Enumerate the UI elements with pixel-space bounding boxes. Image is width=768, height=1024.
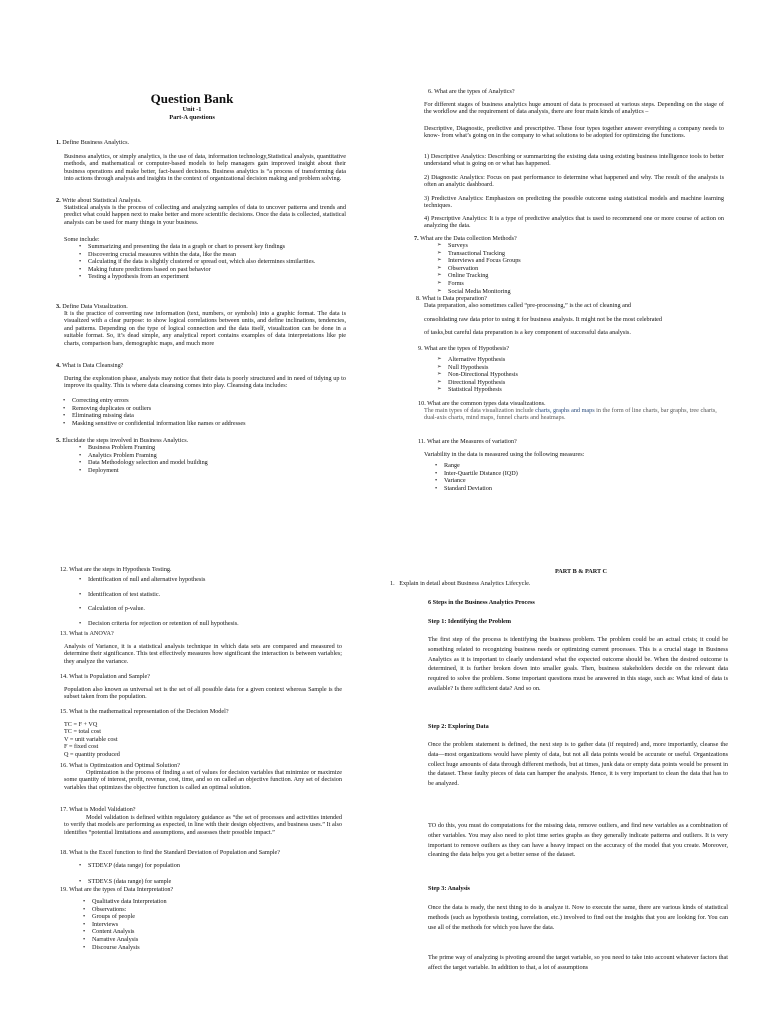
q11-answer: Variability in the data is measured using the following measures: — [424, 451, 585, 458]
list-item: ➢ Interviews and Focus Groups — [436, 257, 676, 265]
q11-list — [432, 462, 672, 492]
list-item: ➢ Observation — [436, 265, 676, 273]
q4-list — [60, 397, 342, 427]
q10-answer — [424, 407, 724, 422]
question-1 — [56, 139, 346, 146]
q11-text: 11. What are the Measures of variation? — [418, 438, 517, 445]
question-4 — [56, 362, 346, 369]
list-item: ➢ Alternative Hypothesis — [436, 356, 676, 364]
page-title: Question Bank — [150, 91, 234, 106]
q5-text: Elucidate the steps involved in Business Analytics. — [62, 437, 189, 444]
step-1-heading: Step 1: Identifying the Problem — [428, 618, 512, 625]
q17-text: 17. What is Model Validation? — [60, 806, 136, 813]
list-item: ➢ Directional Hypothesis — [436, 379, 676, 387]
list-item: • Identification of test statistic. — [76, 591, 346, 599]
q9-text: 9. What are the types of Hypothesis? — [418, 345, 510, 352]
question-bank-title — [0, 91, 384, 122]
step-2-text: Once the problem statement is defined, the next step is to gather data (if required) and, more importantly, cleanse the data—most organizations would have plenty of data, but not all data points would be accurate or useful. Organizations collect huge amounts of data through different methods, but at times, junk data or empty data points would be present in the dataset. These faulty pieces of data can hamper the analysis. Hence, it is very important to clean the data that has to be analyzed. — [428, 741, 728, 788]
list-item: • STDEV.P (data range) for population — [76, 862, 346, 870]
part-b-c-heading: PART B & PART C — [554, 568, 608, 575]
q2-some-include: Some include: — [64, 236, 100, 243]
list-item: ➢ Statistical Hypothesis — [436, 386, 676, 394]
q8-answer-line3: of tasks,but careful data preparation is a key component of successful data analysis. — [424, 329, 631, 336]
q19-text: 19. What are the types of Data Interpretation? — [60, 886, 174, 893]
q10-answer-part-a: The main types of data visualization include — [424, 407, 536, 414]
q13-text: 13. What is ANOVA? — [60, 630, 114, 637]
list-item: • Discovering crucial measures within the data, like the mean — [76, 251, 338, 259]
list-item: • Variance — [432, 477, 672, 485]
step-2-heading: Step 2: Exploring Data — [428, 723, 489, 730]
q13-answer: Analysis of Variance, it is a statistical analysis technique in which data sets are compared and measured to determine their significance. This test effectively measures how significant the interaction is between variables; they analyze the variance. — [64, 643, 342, 665]
q15-text: 15. What is the mathematical representation of the Decision Model? — [60, 708, 229, 715]
step-3-heading: Step 3: Analysis — [428, 885, 470, 892]
list-item: • Removing duplicates or outliers — [60, 405, 342, 413]
q14-answer: Population also known as universal set is the set of all possible data for a given context whereas Sample is the subset taken from the population. — [64, 686, 342, 701]
list-item: • Observations: — [80, 906, 340, 914]
list-item: • Interviews — [80, 921, 340, 929]
list-item: • Summarizing and presenting the data in a graph or chart to present key findings — [76, 243, 338, 251]
equation-line: V = unit variable cost — [64, 735, 118, 743]
q2-list — [76, 243, 338, 281]
list-item: • Correcting entry errors — [60, 397, 342, 405]
q6-answer: For different stages of business analytics huge amount of data is processed at various steps. Depending on the stage of the workflow and the requirement of data analysis, there are four main kinds of analytics – — [424, 101, 724, 116]
q12-list — [76, 576, 346, 627]
q6-types: Descriptive, Diagnostic, predictive and prescriptive. These four types together answer everything a company needs to know- from what’s going on in the company to what solutions to be adopted for optimizing the functions. — [424, 125, 724, 140]
list-item: ➢ Null Hypothesis — [436, 364, 676, 372]
q12-text: 12. What are the steps in Hypothesis Testing. — [60, 566, 172, 573]
part-b-question-1 — [390, 580, 740, 587]
q7-number: 7. — [414, 235, 419, 242]
q10-answer-part-c: in the form of line charts, bar graphs, tree charts, dual-axis charts, mind maps, funnel charts and heatmaps. — [424, 407, 717, 422]
q5-number: 5. — [56, 437, 61, 444]
q6-type-3: 3) Predictive Analytics: Emphasizes on predicting the possible outcome using statistical models and machine learning techniques. — [424, 195, 724, 210]
q2-number: 2. — [56, 197, 61, 204]
q8-text: 8. What is Data preparation? — [416, 295, 487, 302]
document-page-1 — [0, 0, 384, 512]
q3-text: Define Data Visualization. — [62, 303, 128, 310]
list-item: • Qualitative data Interpretation — [80, 898, 340, 906]
q3-number: 3. — [56, 303, 61, 310]
q4-text: What is Data Cleansing? — [62, 362, 124, 369]
list-item: • Analytics Problem Framing — [76, 452, 338, 460]
q3-answer: It is the practice of converting raw information (text, numbers, or symbols) into a graphic format. The data is visualized with a clear purpose: to show logical correlations between units, and define inclinations, tendencies, and patterns. Depending on the type of logical connection and the data itself, visualization can be done in a suitable format. So, it’s dead simple, any analytical report contains examples of data interpretations like pie charts, comparison bars, demographic maps, and much more — [64, 310, 346, 347]
q8-answer-line2: consolidating raw data prior to using it for business analysis. It might not be the most celebrated — [424, 316, 662, 323]
q19-list — [80, 898, 340, 951]
step-2-text-2: TO do this, you must do computations for the missing data, remove outliers, and find new variables as a combination of other variables. You may also need to plot time series graphs as they generally indicate patterns and outliers. It is very important to remove outliers as they can have a heavy impact on the accuracy of the model that you create. Moreover, cleaning the data helps you get a better sense of the dataset. — [428, 822, 728, 859]
list-item: • Testing a hypothesis from an experiment — [76, 273, 338, 281]
document-page-3 — [0, 512, 384, 1024]
q5-list — [76, 444, 338, 474]
q4-answer: During the exploration phase, analysts may notice that their data is poorly structured and in need of tidying up to improve its quality. This is where data cleansing comes into play. Cleansing data includes: — [64, 375, 346, 390]
q6-text: 6. What are the types of Analytics? — [428, 88, 515, 95]
q1-answer: Business analytics, or simply analytics, is the use of data, information technology,Statistical analysis, quantitative methods, and mathematical or computer-based models to help managers gain improved insight about their business operations and make better, fact-based decisions. Business analytics is “a process of transforming data into actions through analysis and insights in the context of organizational decision making and problem solving. — [64, 153, 346, 183]
q2-text: Write about Statistical Analysis. — [62, 197, 142, 204]
step-3-text-2: The prime way of analyzing is pivoting around the target variable, so you need to take into account whatever factors that affect the target variable. In addition to that, a lot of assumptions — [428, 954, 728, 971]
steps-heading: 6 Steps in the Business Analytics Process — [428, 599, 535, 606]
list-item: • Inter-Quartile Distance (IQD) — [432, 470, 672, 478]
list-item: • Calculation of p-value. — [76, 605, 346, 613]
equation-line: TC = F + VQ — [64, 721, 98, 728]
document-page-2 — [384, 0, 768, 512]
equation-line: TC = total cost — [64, 728, 102, 736]
unit-label: Unit -1 — [182, 106, 202, 113]
list-item: • Content Analysis — [80, 928, 340, 936]
equation-line: F = fixed cost — [64, 743, 99, 751]
q14-text: 14. What is Population and Sample? — [60, 673, 150, 680]
list-item: • STDEV.S (data range) for sample — [76, 878, 346, 886]
list-item: • Eliminating missing data — [60, 412, 342, 420]
list-item: • Discourse Analysis — [80, 944, 340, 952]
list-item: • Making future predictions based on past behavior — [76, 266, 338, 274]
q16-answer: Optimization is the process of finding a set of values for decision variables that minimize or maximize some quantity of interest, profit, revenue, cost, time, and so on called an objective function. Any set of decision variables that optimizes the objective function is called an optimal solution. — [64, 769, 342, 791]
list-item: • Data Methodology selection and model building — [76, 459, 338, 467]
q10-answer-highlight: charts, graphs and maps — [535, 407, 595, 414]
list-item: ➢ Social Media Monitoring — [436, 288, 676, 296]
q6-type-4: 4) Prescriptive Analytics: It is a type of predictive analytics that is used to recommend one or more course of action on analyzing the data. — [424, 215, 724, 230]
list-item: ➢ Online Tracking — [436, 272, 676, 280]
q18-text: 18. What is the Excel function to find the Standard Deviation of Population and Sample? — [60, 849, 281, 856]
q7-text: What are the Data collection Methods? — [420, 235, 517, 242]
q15-equations — [64, 721, 334, 758]
list-item: • Range — [432, 462, 672, 470]
list-item: • Standard Deviation — [432, 485, 672, 493]
pb-q1-number: 1. — [390, 580, 395, 587]
equation-line: Q = quantity produced — [64, 750, 120, 758]
step-3-text: Once the data is ready, the next thing to do is analyze it. Now to execute the same, there are various kinds of statistical methods (such as hypothesis testing, correlation, etc.) involved to find out the insights that you are looking for. You can use all of the methods for which you have the data. — [428, 904, 728, 931]
step-1-text: The first step of the process is identifying the business problem. The problem could be an actual crisis; it could be something related to recognizing business needs or optimizing current processes. This is a crucial stage in Business Analytics as it is important to clearly understand what the expected outcome should be. When the desired outcome is determined, it is further broken down into smaller goals. Then, business stakeholders decide on the relevant data required to solve the problem. Some important questions must be answered in this stage, such as: What kind of data is available? Is there sufficient data? And so on. — [428, 636, 728, 692]
document-page-4 — [384, 512, 768, 1024]
list-item: ➢ Forms — [436, 280, 676, 288]
part-label: Part-A questions — [169, 114, 215, 121]
list-item: ➢ Transactional Tracking — [436, 250, 676, 258]
q1-number: 1. — [56, 139, 61, 146]
q18-list — [76, 862, 346, 885]
pb-q1-text: Explain in detail about Business Analytics Lifecycle. — [399, 580, 531, 587]
q2-answer: Statistical analysis is the process of collecting and analyzing samples of data to uncover patterns and trends and predict what could happen next to make better and more scientific decisions. Once the data is collected, statistical analysis can be used for many things in your business. — [64, 204, 346, 226]
q16-text: 16. What is Optimization and Optimal Solution? — [60, 762, 181, 769]
list-item: • Deployment — [76, 467, 338, 475]
list-item: ➢ Non-Directional Hypothesis — [436, 371, 676, 379]
list-item: • Masking sensitive or confidential information like names or addresses — [60, 420, 342, 428]
q7-list — [436, 242, 676, 295]
q8-answer-line1: Data preparation, also sometimes called “pre-processing,” is the act of cleaning and — [424, 302, 632, 309]
q6-type-1: 1) Descriptive Analytics: Describing or summarizing the existing data using existing business intelligence tools to better understand what is going on or what has happened. — [424, 153, 724, 168]
list-item: ➢ Surveys — [436, 242, 676, 250]
list-item: • Decision criteria for rejection or retention of null hypothesis. — [76, 620, 346, 628]
list-item: • Narrative Analysis — [80, 936, 340, 944]
q10-text: 10. What are the common types data visualizations. — [418, 400, 546, 407]
q4-number: 4. — [56, 362, 61, 369]
q17-answer: Model validation is defined within regulatory guidance as “the set of processes and activities intended to verify that models are performing as expected, in line with their design objectives, and business uses.” It also identifies “potential limitations and assumptions, and assesses their possible impact.” — [64, 814, 342, 836]
q6-type-2: 2) Diagnostic Analytics: Focus on past performance to determine what happened and why. The result of the analysis is often an analytic dashboard. — [424, 174, 724, 189]
list-item: • Calculating if the data is slightly clustered or spread out, which also determines similarities. — [76, 258, 338, 266]
list-item: • Business Problem Framing — [76, 444, 338, 452]
list-item: • Identification of null and alternative hypothesis — [76, 576, 346, 584]
list-item: • Groups of people — [80, 913, 340, 921]
q9-list — [436, 356, 676, 394]
q1-text: Define Business Analytics. — [62, 139, 130, 146]
